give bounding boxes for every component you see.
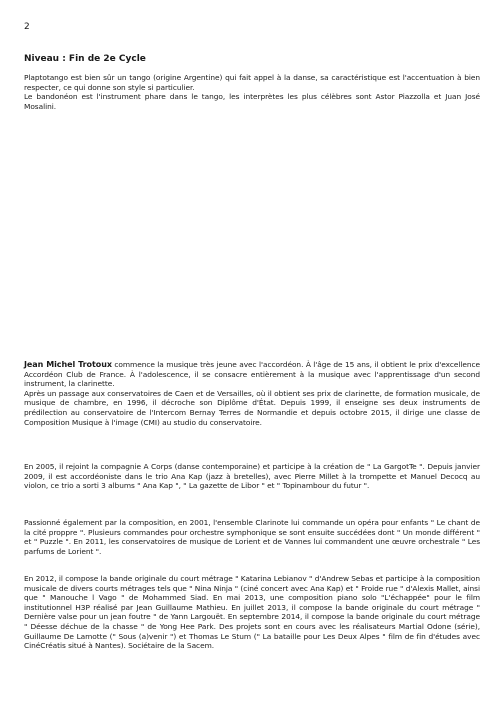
- intro-section: [24, 73, 480, 111]
- level-heading: Niveau : Fin de 2e Cycle: [24, 54, 146, 64]
- intro-paragraph-tango: Plaptotango est bien sûr un tango (origine Argentine) qui fait appel à la danse, sa caractéristique est l'accentuation à bien respecter, ce qui donne son style si particulier.: [24, 73, 480, 92]
- paragraph-composition: Passionné également par la composition, en 2001, l'ensemble Clarinote lui commande un opéra pour enfants " Le chant de la cité proppre ". Plusieurs commandes pour orchestre symphonique se sont ensuite succédées dont " Un monde différent " et " Puzzle ". En 2011, les conservatoires de musique de Lorient et de Vannes lui commandent une œuvre orchestrale " Les parfums de Lorient ".: [24, 518, 480, 556]
- biography-intro-text: commence la musique très jeune avec l'accordéon. À l'âge de 15 ans, il obtient le prix d'excellence Accordéon Club de France. À l'adolescence, il se consacre entièrement à la musique avec l'apprentissage d'un second instrument, la clarinette.: [24, 360, 480, 389]
- paragraph-2012: En 2012, il compose la bande originale du court métrage " Katarina Lebianov " d'Andrew Sebas et participe à la composition musicale de divers courts métrages tels que " Nina Ninja " (ciné concert avec Ana Kap) et " Froide rue " d'Alexis Mallet, ainsi que " Manouche l Vago " de Mohammed Siad. En mai 2013, une composition piano solo "L'échappée" pour le film institutionnel H3P réalisé par Jean Guillaume Mathieu. En juillet 2013, il compose la bande originale du court métrage " Dernière valse pour un jean foutre " de Yann Largouët. En septembre 2014, il compose la bande originale du court métrage " Déesse déchue de la chasse " de Yong Hee Park. Des projets sont en cours avec les réalisateurs Martial Odone (série), Guillaume De Lamotte (" Sous (a)venir ") et Thomas Le Stum (" La bataille pour Les Deux Alpes " film de fin d'études avec CinéCréatis situé à Nantes). Sociétaire de la Sacem.: [24, 574, 480, 651]
- biography-paragraph-intro: [24, 360, 480, 389]
- biography-paragraph-education: Après un passage aux conservatoires de Caen et de Versailles, où il obtient ses prix de clarinette, de formation musicale, de musique de chambre, en 1996, il décroche son Diplôme d'État. Depuis 1999, il enseigne ses deux instruments de prédilection au conservatoire de l'Intercom Bernay Terres de Normandie et depuis octobre 2015, il dirige une classe de Composition Musique à l'image (CMI) au studio du conservatoire.: [24, 388, 480, 427]
- paragraph-2005: En 2005, il rejoint la compagnie A Corps (danse contemporaine) et participe à la création de " La GargotTe ". Depuis janvier 2009, il est accordéoniste dans le trio Ana Kap (jazz à bretelles), avec Pierre Millet à la trompette et Manuel Decocq au violon, ce trio a sorti 3 albums " Ana Kap ", " La gazette de Libor " et " Topinambour du futur ".: [24, 462, 480, 491]
- biography-section: [24, 360, 480, 427]
- intro-paragraph-bandoneon: Le bandonéon est l'instrument phare dans le tango, les interprètes les plus célèbres sont Astor Piazzolla et Juan José Mosalini.: [24, 92, 480, 111]
- page-number: 2: [24, 22, 30, 32]
- composer-name: Jean Michel Trotoux: [24, 360, 112, 369]
